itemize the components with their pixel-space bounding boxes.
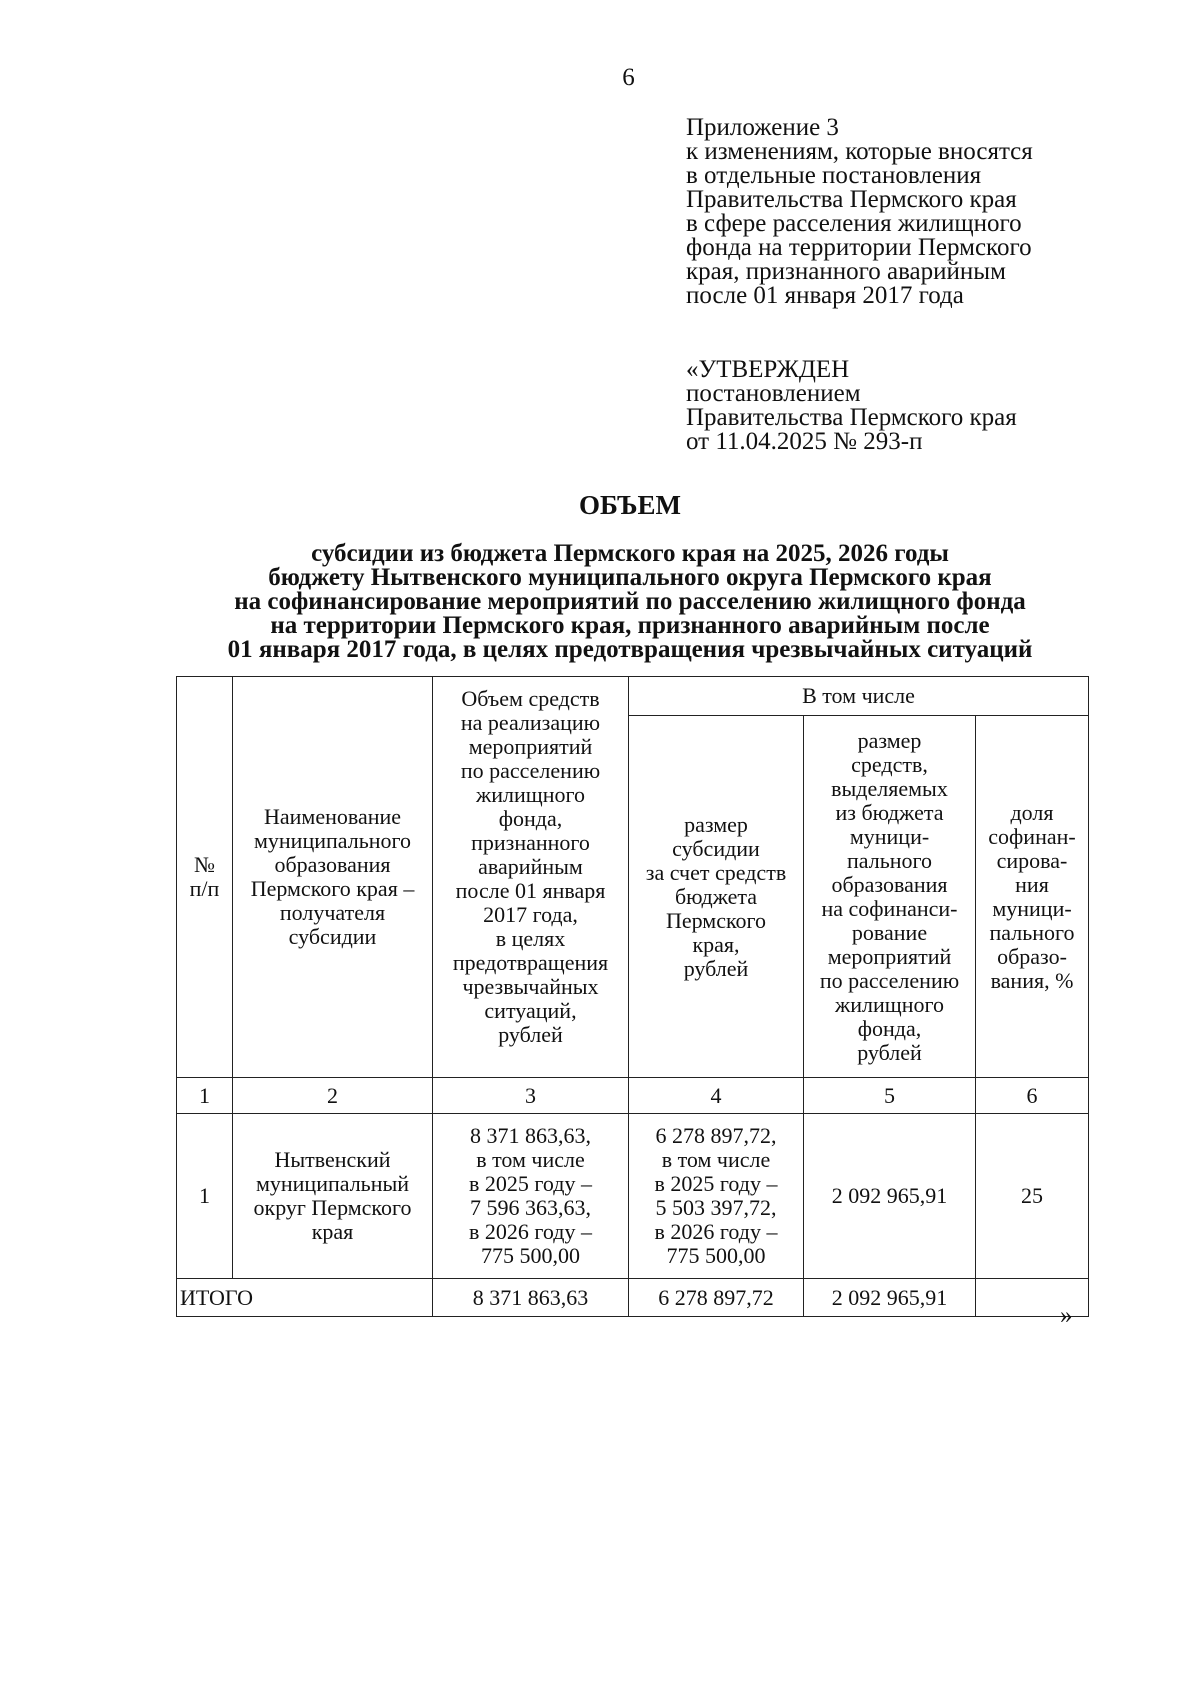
approved-line: от 11.04.2025 № 293-п — [686, 428, 923, 455]
document-title: ОБЪЕМ — [579, 490, 681, 520]
row-municipal-funds: 2 092 965,91 — [804, 1114, 976, 1279]
appendix-line: после 01 января 2017 года — [686, 282, 964, 309]
header-col-subsidy: размер субсидии за счет средств бюджета Пермского края, рублей — [629, 716, 804, 1078]
header-col-total-volume: Объем средств на реализацию мероприятий по расселению жилищного фонда, признанного аварийным после 01 января 2017 года, в целях предотвращения чрезвычайных ситуаций, рублей — [433, 677, 629, 1078]
header-col-cofinancing-share: доля софинан- сирова- ния муници- пального образо- вания, % — [976, 716, 1089, 1078]
page-number: 6 — [622, 64, 635, 91]
subtitle-line: бюджету Нытвенского муниципального округа Пермского края — [268, 564, 992, 591]
approved-line: «УТВЕРЖДЕН — [686, 356, 850, 383]
row-municipality: Нытвенский муниципальный округ Пермского края — [233, 1114, 433, 1279]
header-col-municipal-funds: размер средств, выделяемых из бюджета муници- пального образования на софинанси- рование мероприятий по расселению жилищного фонда, рублей — [804, 716, 976, 1078]
appendix-line: фонда на территории Пермского — [686, 234, 1032, 261]
appendix-line: края, признанного аварийным — [686, 258, 1006, 285]
row-cofinancing-share: 25 — [976, 1114, 1089, 1279]
appendix-line: Правительства Пермского края — [686, 186, 1017, 213]
column-number: 4 — [629, 1078, 804, 1114]
table-row — [177, 1114, 1089, 1279]
column-number: 1 — [177, 1078, 233, 1114]
appendix-line: к изменениям, которые вносятся — [686, 138, 1033, 165]
total-municipal-funds: 2 092 965,91 — [804, 1279, 976, 1317]
subsidy-volume-table — [176, 676, 1089, 1317]
row-total-volume: 8 371 863,63, в том числе в 2025 году – 7 596 363,63, в 2026 году – 775 500,00 — [433, 1114, 629, 1279]
column-number: 2 — [233, 1078, 433, 1114]
total-subsidy: 6 278 897,72 — [629, 1279, 804, 1317]
row-subsidy: 6 278 897,72, в том числе в 2025 году – 5 503 397,72, в 2026 году – 775 500,00 — [629, 1114, 804, 1279]
total-volume: 8 371 863,63 — [433, 1279, 629, 1317]
subtitle-line: на софинансирование мероприятий по расселению жилищного фонда — [234, 588, 1026, 615]
approved-line: постановлением — [686, 380, 861, 407]
header-col-number: № п/п — [177, 677, 233, 1078]
header-group-including: В том числе — [629, 677, 1089, 716]
document-subtitle — [150, 542, 1110, 662]
appendix-line: в отдельные постановления — [686, 162, 982, 189]
document-title-block — [150, 490, 1110, 662]
row-number: 1 — [177, 1114, 233, 1279]
approved-line: Правительства Пермского края — [686, 404, 1017, 431]
header-row-top — [177, 677, 1089, 716]
total-row — [177, 1279, 1089, 1317]
closing-quote: » — [1060, 1302, 1073, 1329]
appendix-line: Приложение 3 — [686, 114, 839, 141]
appendix-note — [686, 116, 1106, 308]
subtitle-line: на территории Пермского края, признанного аварийным после — [270, 612, 990, 639]
subtitle-line: субсидии из бюджета Пермского края на 2025, 2026 годы — [311, 540, 949, 567]
appendix-line: в сфере расселения жилищного — [686, 210, 1022, 237]
column-number: 5 — [804, 1078, 976, 1114]
column-number: 6 — [976, 1078, 1089, 1114]
header-col-municipality: Наименование муниципального образования Пермского края – получателя субсидии — [233, 677, 433, 1078]
total-label: ИТОГО — [177, 1279, 433, 1317]
subtitle-line: 01 января 2017 года, в целях предотвращения чрезвычайных ситуаций — [227, 636, 1033, 663]
column-number-row — [177, 1078, 1089, 1114]
column-number: 3 — [433, 1078, 629, 1114]
approval-stamp-text — [686, 358, 1106, 454]
